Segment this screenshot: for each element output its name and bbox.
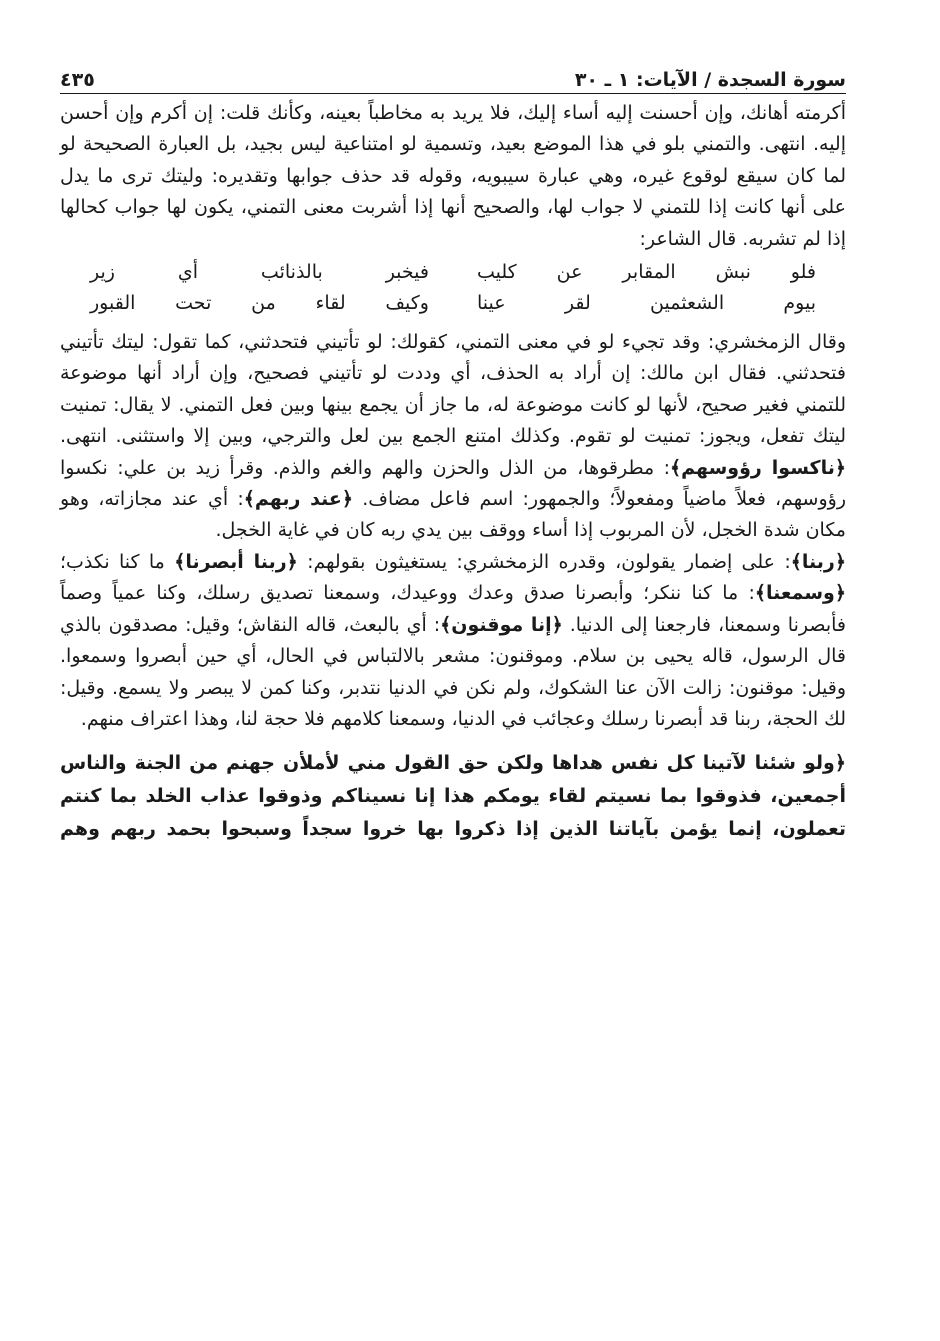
quran-quote: ﴿وسمعنا﴾	[754, 582, 846, 605]
text-run: ما كنا نكذب؛	[60, 550, 175, 573]
quran-quote: ﴿ربنا أبصرنا﴾	[174, 550, 298, 573]
quran-quote: ﴿ربنا﴾	[790, 550, 846, 573]
header-rule	[60, 93, 846, 94]
quran-quote: ﴿عند ربهم﴾	[243, 488, 354, 511]
quran-quote: ﴿إنا موقنون﴾	[440, 613, 563, 636]
text-run: : أي بالبعث، قاله النقاش؛ وقيل: مصدقون بالذي قال الرسول، قاله يحيى بن سلام. وموقنون: مشعر بالالتباس في الحال، أي حين أبصروا وسمعوا. وقيل: موقنون: زالت الآن عنا الشكوك، ولم نكن في الدنيا نتدبر، وكنا كمن لا يبصر ولا يسمع. وقيل: لك الحجة، ربنا قد أبصرنا رسلك وعجائب في الدنيا، وسمعنا كلامهم فلا حجة لنا، وهذا اعتراف منهم.	[60, 613, 846, 730]
poem-verse	[90, 257, 816, 319]
text-run: وقال الزمخشري: وقد تجيء لو في معنى التمني، كقولك: لو تأتيني فتحدثني، كما تقول: ليتك تأتيني فتحدثني. فقال ابن مالك: إن أراد به الحذف، أي وددت لو تأتيني فصحيح، وإن أراد أنها موضوعة للتمني فغير صحيح، لأنها لو كانت موضوعة له، ما جاز أن يجمع بينها وبين فعل التمني. لا يقال: تمنيت ليتك تفعل، ويجوز: تمنيت لو تقوم. وكذلك امتنع الجمع بين لعل والترجي، وبين إلا واستثنى. انتهى.	[60, 331, 846, 448]
commentary-text	[60, 98, 846, 735]
poem-hemistich: وكيف لقاء من تحت القبور	[90, 292, 429, 315]
running-title: سورة السجدة / الآيات: ١ ـ ٣٠	[569, 69, 846, 91]
quran-quote: ﴿ناكسوا رؤوسهم﴾	[670, 456, 846, 479]
quran-verse-block: ﴿ولو شئنا لآتينا كل نفس هداها ولكن حق القول مني لأملأن جهنم من الجنة والناس أجمعين، فذوقوا بما نسيتم لقاء يومكم هذا إنا نسيناكم وذوقوا عذاب الخلد بما كنتم تعملون، إنما يؤمن بآياتنا الذين إذا ذكروا بها خروا سجداً وسبحوا بحمد ربهم وهم	[60, 752, 846, 841]
poem-hemistich: بيوم الشعثمين لقر عينا	[477, 292, 816, 315]
book-page	[60, 62, 846, 846]
text-run: : أي عند مجازاته، وهو مكان شدة الخجل، لأن المربوب إذا أساء ووقف بين يدي ربه كان في غاية الخجل.	[60, 488, 846, 542]
text-run: : ما كنا ننكر؛ وأبصرنا صدق وعدك ووعيدك، وسمعنا تصديق رسلك، وكنا عمياً وصماً فأبصرنا وسمعنا، فارجعنا إلى الدنيا.	[60, 582, 847, 636]
poem-hemistich: فلو نبش المقابر عن كليب	[477, 261, 816, 284]
text-run: : على إضمار يقولون، وقدره الزمخشري: يستغيثون بقولهم:	[307, 550, 791, 573]
paragraph: أكرمته أهانك، وإن أحسنت إليه أساء إليك، فلا يريد به مخاطباً بعينه، وكأنك قلت: إن أكرم وإن أحسن إليه. انتهى. والتمني بلو في هذا الموضع بعيد، وتسمية لو امتناعية ليس بجيد، بل العبارة الصحيحة لو لما كان سيقع لوقوع غيره، وهي عبارة سيبويه، وقوله قد حذف جوابها وتقديره: وليتك ترى ما يدل على أنها كانت إذا للتمني لا جواب لها، والصحيح أنها إذا أشربت معنى التمني، يكون لها جواب كحالها إذا لم تشربه. قال الشاعر:	[60, 102, 846, 250]
text-run: : مطرقوها، من الذل والحزن والهم والغم والذم. وقرأ زيد بن علي: نكسوا رؤوسهم، فعلاً ماضياً ومفعولاً؛ والجمهور: اسم فاعل مضاف.	[60, 456, 846, 511]
page-number: ٤٣٥	[60, 69, 101, 91]
paragraph	[60, 547, 846, 735]
paragraph	[60, 327, 846, 547]
poem-hemistich: فيخبر بالذنائب أي زير	[90, 261, 429, 284]
page-header	[60, 62, 846, 98]
